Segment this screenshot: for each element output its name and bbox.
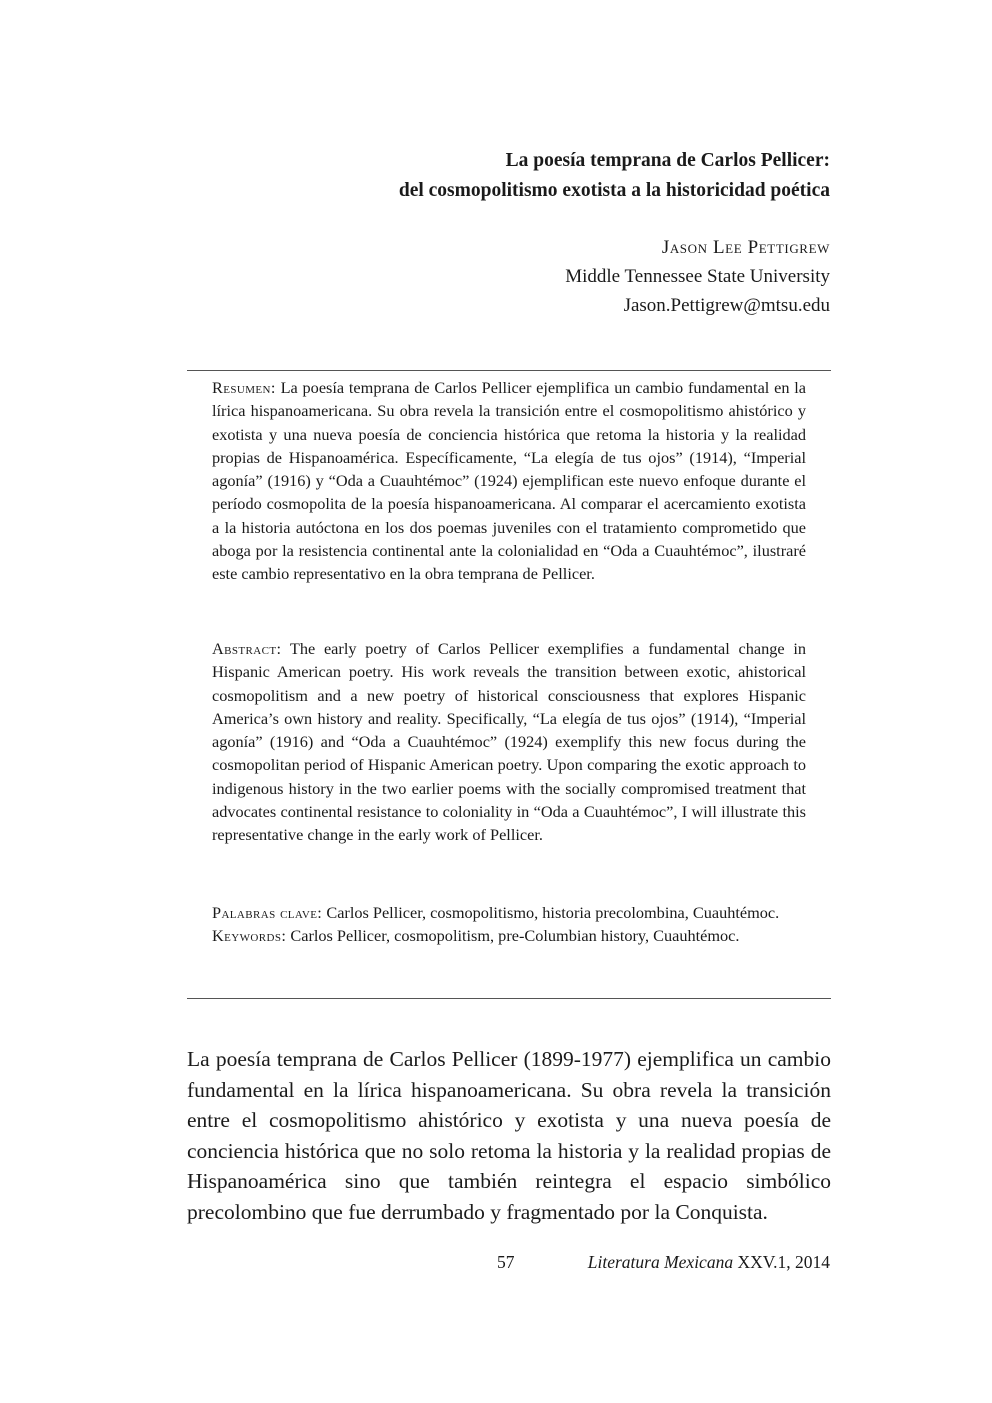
- palabras-clave-line: [212, 901, 806, 924]
- journal-name: Literatura Mexicana: [587, 1252, 734, 1272]
- keywords-section: [212, 901, 806, 948]
- resumen-section: [212, 376, 806, 586]
- author-name: Jason Lee Pettigrew: [661, 237, 830, 258]
- journal-issue: XXV.1, 2014: [737, 1252, 830, 1272]
- page-number: 57: [497, 1252, 515, 1272]
- keywords-text: Carlos Pellicer, cosmopolitism, pre-Columbian history, Cuauhtémoc.: [290, 926, 740, 946]
- author-block: [330, 233, 830, 320]
- abstract-label: Abstract:: [212, 639, 282, 658]
- body-paragraph: La poesía temprana de Carlos Pellicer (1899-1977) ejemplifica un cambio fundamental en la lírica hispanoamericana. Su obra revela la transición entre el cosmopolitismo ahistórico y exotista y una nueva poesía de conciencia histórica que no solo retoma la historia y la realidad propias de Hispanoamérica sino que también reintegra el espacio simbólico precolombino que fue derrumbado y fragmentado por la Conquista.: [187, 1047, 831, 1224]
- palabras-clave-text: Carlos Pellicer, cosmopolitismo, historia precolombina, Cuauhtémoc.: [326, 903, 780, 922]
- palabras-clave-label: Palabras clave:: [212, 903, 323, 922]
- bottom-divider: [187, 998, 831, 999]
- title-line-2: del cosmopolitismo exotista a la historicidad poética: [398, 180, 830, 201]
- resumen-label: Resumen:: [212, 378, 276, 397]
- abstract-section: [212, 637, 806, 847]
- keywords-label: Keywords:: [212, 926, 287, 946]
- abstract-text: The early poetry of Carlos Pellicer exemplifies a fundamental change in Hispanic American poetry. His work reveals the transition between exotic, ahistorical cosmopolitism and a new poetry of historical consciousness that explores Hispanic America’s own history and reality. Specifically, “La elegía de tus ojos” (1914), “Imperial agonía” (1916) and “Oda a Cuauhtémoc” (1924) exemplify this new focus during the cosmopolitan period of Hispanic American poetry. Upon comparing the exotic approach to indigenous history in the two earlier poems with the socially compromised treatment that advocates continental resistance to coloniality in “Oda a Cuauhtémoc”, I will illustrate this representative change in the early work of Pellicer.: [212, 639, 806, 845]
- title-line-1: La poesía temprana de Carlos Pellicer:: [505, 150, 830, 171]
- top-divider: [187, 370, 831, 371]
- author-email: Jason.Pettigrew@mtsu.edu: [623, 295, 830, 316]
- article-title: [190, 146, 830, 206]
- journal-citation: [588, 1250, 830, 1274]
- author-affiliation: Middle Tennessee State University: [565, 266, 830, 287]
- keywords-line: [212, 924, 806, 947]
- resumen-text: La poesía temprana de Carlos Pellicer ejemplifica un cambio fundamental en la lírica hispanoamericana. Su obra revela la transición entre el cosmopolitismo ahistórico y exotista y una nueva poesía de conciencia histórica que retoma la historia y la realidad propias de Hispanoamérica. Específicamente, “La elegía de tus ojos” (1914), “Imperial agonía” (1916) y “Oda a Cuauhtémoc” (1924) ejemplifican este nuevo enfoque durante el período cosmopolita de la poesía hispanoamericana. Al comparar el acercamiento exotista a la historia autóctona en los dos poemas juveniles con el tratamiento comprometido que aboga por la resistencia continental ante la colonialidad en “Oda a Cuauhtémoc”, ilustraré este cambio representativo en la obra temprana de Pellicer.: [212, 378, 806, 584]
